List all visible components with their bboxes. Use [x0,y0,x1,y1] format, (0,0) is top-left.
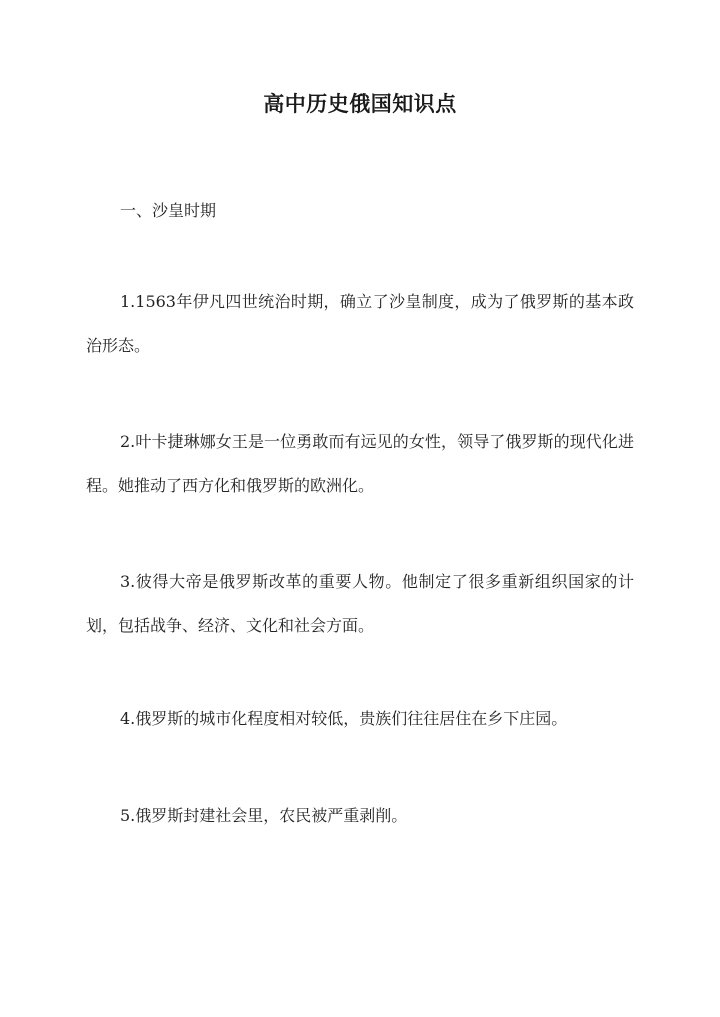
paragraph-2: 2.叶卡捷琳娜女王是一位勇敢而有远见的女性，领导了俄罗斯的现代化进程。她推动了西方化和俄罗斯的欧洲化。 [86,432,634,495]
paragraph-1: 1.1563年伊凡四世统治时期，确立了沙皇制度，成为了俄罗斯的基本政治形态。 [86,292,634,355]
section-heading: 一、沙皇时期 [120,201,217,220]
paragraph-5: 5.俄罗斯封建社会里，农民被严重剥削。 [120,806,408,825]
paragraph-4: 4.俄罗斯的城市化程度相对较低，贵族们往往居住在乡下庄园。 [120,709,568,728]
document-title: 高中历史俄国知识点 [263,91,457,116]
paragraph-3: 3.彼得大帝是俄罗斯改革的重要人物。他制定了很多重新组织国家的计划，包括战争、经济、文化和社会方面。 [86,572,634,635]
